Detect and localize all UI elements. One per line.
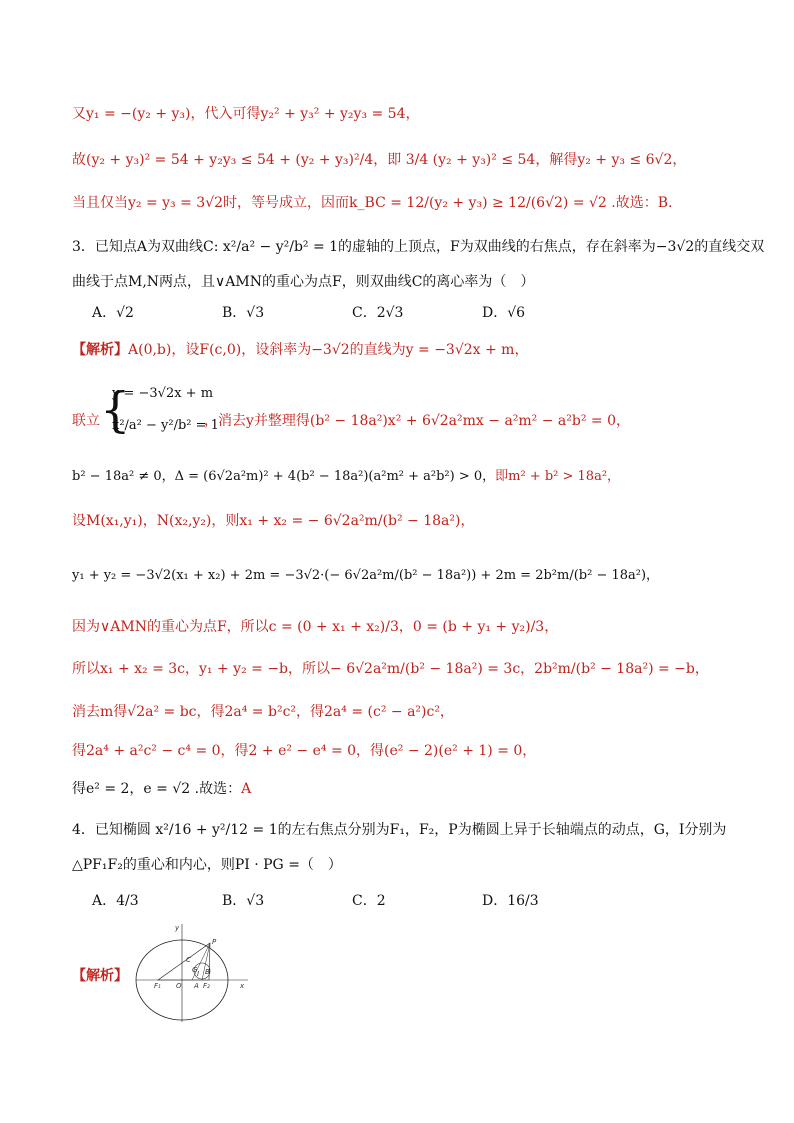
solution-line-1: 又y₁ = −(y₂ + y₃)，代入可得y₂² + y₃² + y₂y₃ = 54， [72, 106, 420, 122]
question-3-line-2: 曲线于点M,N两点，且∨AMN的重心为点F，则双曲线C的离心率为（ ） [72, 274, 535, 290]
fig-label-y: y [175, 924, 180, 932]
option-d: D．√6 [482, 305, 526, 321]
system-eq-2: x²/a² − y²/b² = 1 [112, 418, 219, 433]
ellipse-diagram [134, 918, 252, 1022]
option-b: B．√3 [222, 893, 265, 909]
analysis-label: 【解析】 [72, 342, 128, 358]
fig-label-f1: F₁ [154, 982, 161, 990]
fig-label-a: A [194, 982, 199, 990]
solution-line-2: 故(y₂ + y₃)² = 54 + y₂y₃ ≤ 54 + (y₂ + y₃)²/4，即 3/4 (y₂ + y₃)² ≤ 54，解得y₂ + y₃ ≤ 6√2， [72, 152, 687, 168]
brace-icon: { [100, 382, 131, 438]
fig-label-p: P [212, 938, 217, 946]
analysis-line-5: y₁ + y₂ = −3√2(x₁ + x₂) + 2m = −3√2·(− 6√2a²m/(b² − 18a²)) + 2m = 2b²m/(b² − 18a²)， [72, 568, 660, 583]
solution-line-3: 当且仅当y₂ = y₃ = 3√2时，等号成立，因而k_BC = 12/(y₂ + y₃) ≥ 12/(6√2) = √2 .故选：B. [72, 195, 673, 211]
fig-label-b: B [205, 968, 210, 976]
ellipse-figure [134, 918, 252, 1022]
analysis-line-1: 【解析】A(0,b)，设F(c,0)，设斜率为−3√2的直线为y = −3√2x + m， [72, 342, 529, 358]
eliminate-text: ，消去y并整理得(b² − 18a²)x² + 6√2a²mx − a²m² − a²b² = 0， [204, 413, 630, 429]
option-b: B．√3 [222, 305, 265, 321]
fig-label-g: G [192, 966, 198, 974]
option-c: C．2√3 [352, 305, 404, 321]
question-4-line-2: △PF₁F₂的重心和内心，则PI · PG =（ ） [72, 857, 342, 873]
fig-label-x: x [240, 982, 245, 990]
analysis-line-3: b² − 18a² ≠ 0，Δ = (6√2a²m)² + 4(b² − 18a²)(a²m² + a²b²) > 0，即m² + b² > 18a²， [72, 469, 621, 484]
question-3-options [92, 302, 734, 322]
joint-label: 联立 [72, 413, 100, 429]
fig-label-o: O [176, 982, 182, 990]
question-4-options [92, 890, 734, 910]
triangle-pf1f2 [158, 943, 210, 980]
fig-label-f2: F₂ [203, 982, 210, 990]
option-c: C．2 [352, 893, 386, 909]
option-a: A．4/3 [92, 893, 139, 909]
fig-label-i: I [197, 970, 200, 978]
analysis-line-7: 所以x₁ + x₂ = 3c，y₁ + y₂ = −b，所以− 6√2a²m/(b² − 18a²) = 3c，2b²m/(b² − 18a²) = −b， [72, 661, 709, 677]
analysis-line-10: 得e² = 2，e = √2 .故选：A [72, 781, 252, 797]
question-3-line-1: 3．已知点A为双曲线C: x²/a² − y²/b² = 1的虚轴的上顶点，F为双曲线的右焦点，存在斜率为−3√2的直线交双 [72, 239, 765, 255]
question-4-line-1: 4．已知椭圆 x²/16 + y²/12 = 1的左右焦点分别为F₁，F₂，P为椭圆上异于长轴端点的动点，G，I分别为 [72, 822, 727, 838]
fig-label-c: C [186, 956, 191, 964]
analysis-line-9: 得2a⁴ + a²c² − c⁴ = 0，得2 + e² − e⁴ = 0，得(e² − 2)(e² + 1) = 0， [72, 743, 537, 759]
option-a: A．√2 [92, 305, 134, 321]
analysis-line-6: 因为∨AMN的重心为点F，所以c = (0 + x₁ + x₂)/3，0 = (b + y₁ + y₂)/3， [72, 619, 559, 635]
analysis-line-4: 设M(x₁,y₁)，N(x₂,y₂)，则x₁ + x₂ = − 6√2a²m/(b² − 18a²)， [72, 513, 475, 529]
analysis-line-8: 消去m得√2a² = bc，得2a⁴ = b²c²，得2a⁴ = (c² − a²)c²， [72, 704, 454, 720]
option-d: D．16/3 [482, 893, 539, 909]
analysis-label-4: 【解析】 [72, 968, 128, 984]
system-eq-1: y = −3√2x + m [112, 386, 214, 401]
